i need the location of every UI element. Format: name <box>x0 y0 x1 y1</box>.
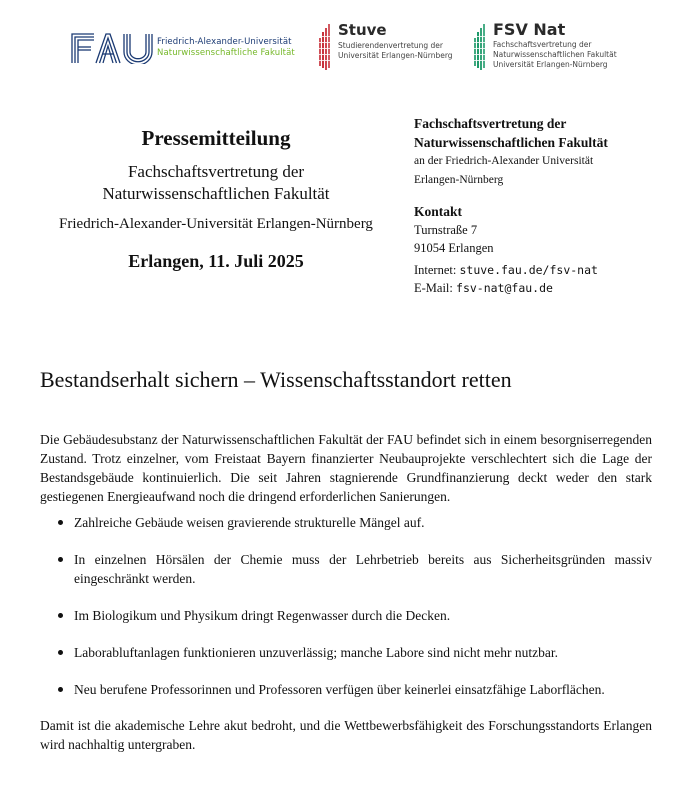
fau-logo-line1: Friedrich-Alexander-Universität <box>157 37 292 47</box>
internet-link[interactable]: stuve.fau.de/fsv-nat <box>459 263 598 277</box>
fau-wordmark-icon <box>70 32 154 64</box>
contact-org-line2: Naturwissenschaftlichen Fakultät <box>414 135 608 150</box>
contact-block <box>414 114 674 297</box>
stuve-logo <box>318 22 453 72</box>
list-item <box>58 513 652 532</box>
fsv-logo-title: FSV Nat <box>493 20 566 39</box>
bullet-icon <box>58 687 63 692</box>
list-item-text: Laborabluftanlagen funktionieren unzuverlässig; manche Labore sind nicht mehr nutzbar. <box>74 645 558 660</box>
contact-email <box>414 279 674 297</box>
contact-city: 91054 Erlangen <box>414 241 494 255</box>
list-item-text: In einzelnen Hörsälen der Chemie muss der Lehrbetrieb bereits aus Sicherheitsgründen massiv eingeschränkt werden. <box>74 552 652 586</box>
contact-org-line3: an der Friedrich-Alexander Universität <box>414 155 594 167</box>
article-bullet-list <box>58 513 652 699</box>
header-org-line1: Fachschaftsvertretung der <box>127 162 305 181</box>
fsv-pixel-bars-icon <box>473 22 487 72</box>
stuve-logo-sub2: Universität Erlangen-Nürnberg <box>338 51 453 60</box>
fsv-nat-logo <box>473 22 617 72</box>
contact-heading: Kontakt <box>414 204 463 219</box>
list-item-text: Neu berufene Professorinnen und Professoren verfügen über keinerlei einsatzfähige Laborflächen. <box>74 682 605 697</box>
email-link[interactable]: fsv-nat@fau.de <box>456 281 553 295</box>
article-intro: Die Gebäudesubstanz der Naturwissenschaftlichen Fakultät der FAU befindet sich in einem besorgniserregenden Zustand. Trotz einzelner, vom Freistaat Bayern finanzierter Neubauprojekte verschlechtert sich die Lage der Bestandsgebäude kontinuierlich. Die seit Jahren stagnierende Grundfinanzierung deckt weder den stark gestiegenen Energieaufwand noch die dringend erforderlichen Sanierungen. <box>40 432 652 504</box>
fsv-logo-sub1: Fachschaftsvertretung der <box>493 40 592 49</box>
stuve-pixel-bars-icon <box>318 22 332 72</box>
fsv-logo-sub2: Naturwissenschaftlichen Fakultät <box>493 50 617 59</box>
article-closing: Damit ist die akademische Lehre akut bedroht, und die Wettbewerbsfähigkeit des Forschungsstandorts Erlangen wird nachhaltig untergraben. <box>40 718 652 752</box>
header-organization <box>40 161 392 205</box>
email-label: E-Mail: <box>414 281 453 295</box>
list-item <box>58 643 652 662</box>
page-title: Pressemitteilung <box>141 126 291 150</box>
header-university: Friedrich-Alexander-Universität Erlangen-Nürnberg <box>59 216 373 232</box>
fsv-logo-sub3: Universität Erlangen-Nürnberg <box>493 60 608 69</box>
bullet-icon <box>58 520 63 525</box>
contact-org-line4: Erlangen-Nürnberg <box>414 174 504 186</box>
list-item <box>58 680 652 699</box>
article-headline: Bestandserhalt sichern – Wissenschaftsstandort retten <box>40 367 512 392</box>
header-org-line2: Naturwissenschaftlichen Fakultät <box>102 184 330 203</box>
contact-org-line1: Fachschaftsvertretung der <box>414 116 567 131</box>
list-item-text: Zahlreiche Gebäude weisen gravierende strukturelle Mängel auf. <box>74 515 425 530</box>
bullet-icon <box>58 650 63 655</box>
bullet-icon <box>58 557 63 562</box>
list-item-text: Im Biologikum und Physikum dringt Regenwasser durch die Decken. <box>74 608 451 623</box>
stuve-logo-sub1: Studierendenvertretung der <box>338 41 443 50</box>
list-item <box>58 606 652 625</box>
bullet-icon <box>58 613 63 618</box>
fau-logo-line2: Naturwissenschaftliche Fakultät <box>157 48 295 58</box>
contact-internet <box>414 261 674 279</box>
header-date: Erlangen, 11. Juli 2025 <box>128 251 304 271</box>
press-release-header <box>40 125 392 273</box>
stuve-logo-title: Stuve <box>338 21 387 39</box>
fau-logo <box>70 30 295 66</box>
contact-street: Turnstraße 7 <box>414 223 478 237</box>
internet-label: Internet: <box>414 263 457 277</box>
list-item <box>58 550 652 588</box>
